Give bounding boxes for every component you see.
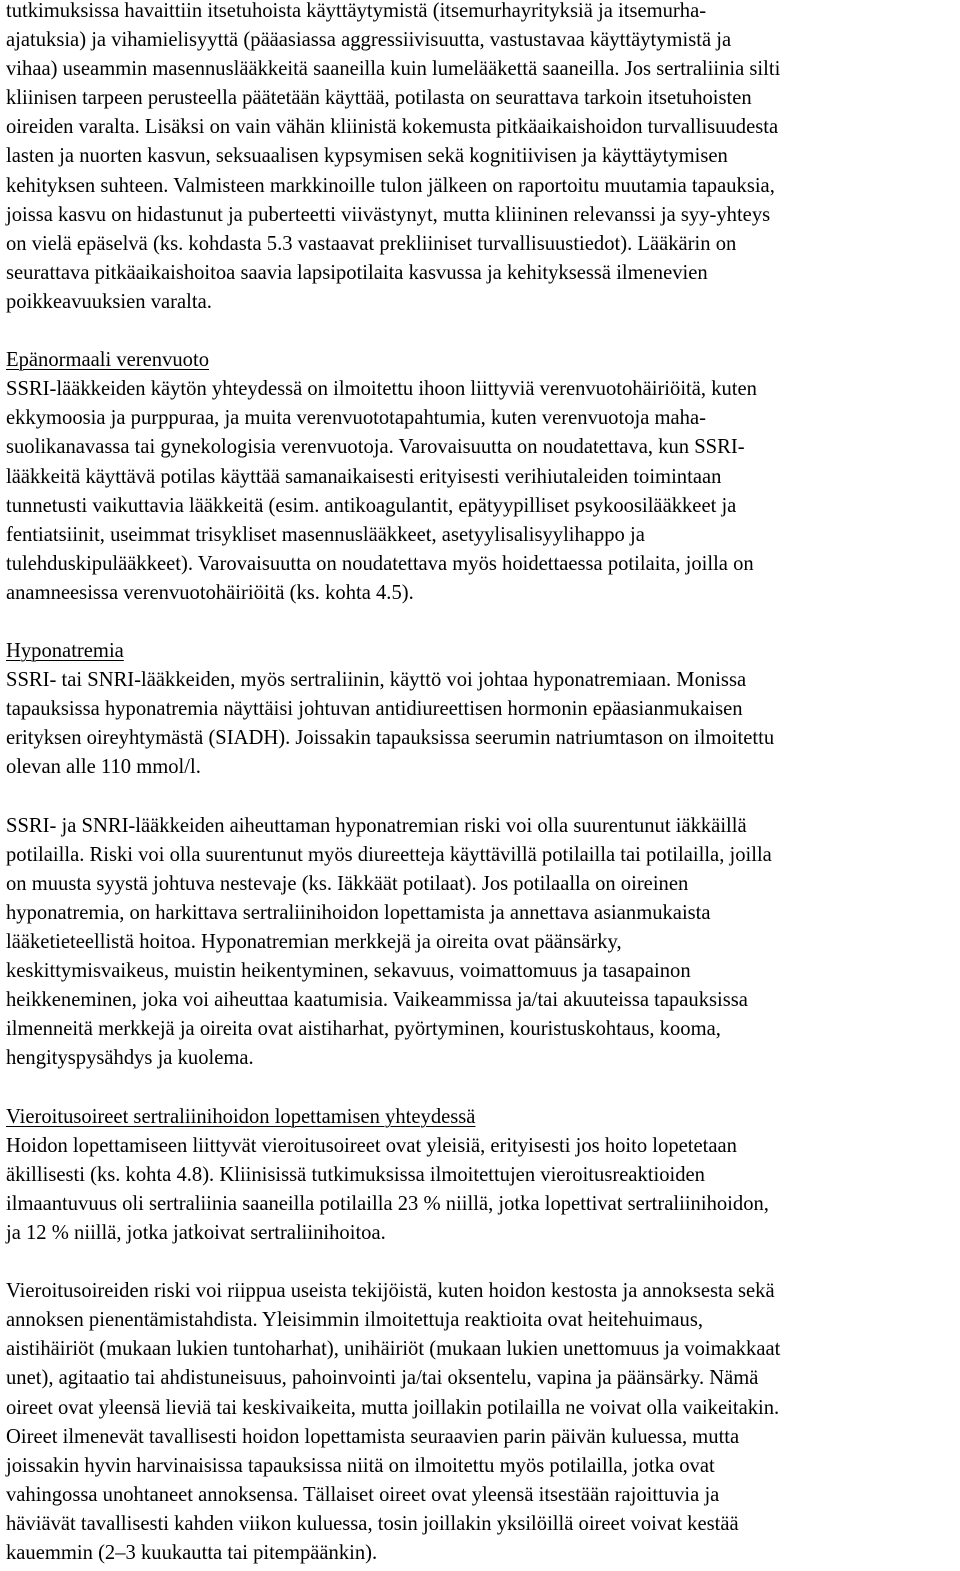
text-line: kauemmin (2–3 kuukautta tai pitempäänkin).	[6, 1541, 378, 1564]
text-line: lääkkeitä käyttävä potilas käyttää samanaikaisesti erityisesti verihiutaleiden toimintaan	[6, 465, 722, 488]
text-line: hengityspysähdys ja kuolema.	[6, 1047, 254, 1070]
text-line: erityksen oireyhtymästä (SIADH). Joissakin tapauksissa seerumin natriumtason on ilmoitettu	[6, 727, 775, 750]
text-line: seurattava pitkäaikaishoitoa saavia lapsipotilaita kasvussa ja kehityksessä ilmenevien	[6, 261, 708, 284]
text-line: tunnetusti vaikuttavia lääkkeitä (esim. antikoagulantit, epätyypilliset psykoosilääkkeet ja	[6, 494, 737, 517]
text-line: SSRI- tai SNRI-lääkkeiden, myös sertraliinin, käyttö voi johtaa hyponatremiaan. Monissa	[6, 669, 747, 692]
paragraph-gap	[6, 783, 956, 812]
heading-text: Hyponatremia	[6, 640, 124, 663]
text-line: Hoidon lopettamiseen liittyvät vieroitusoireet ovat yleisiä, erityisesti jos hoito lopetetaan	[6, 1134, 737, 1157]
document-page	[6, 0, 956, 1568]
text-line: ilmenneitä merkkejä ja oireita ovat aistiharhat, pyörtyminen, kouristuskohtaus, kooma,	[6, 1018, 721, 1041]
text-line: tulehduskipulääkkeet). Varovaisuutta on noudatettava myös hoidettaessa potilaita, joilla on	[6, 552, 754, 575]
text-line: on vielä epäselvä (ks. kohdasta 5.3 vastaavat prekliiniset turvallisuustiedot). Lääkärin on	[6, 232, 737, 255]
text-line: äkillisesti (ks. kohta 4.8). Kliinisissä tutkimuksissa ilmoitettujen vieroitusreaktioiden	[6, 1163, 705, 1186]
text-line: poikkeavuuksien varalta.	[6, 290, 212, 313]
text-line: anamneesissa verenvuotohäiriöitä (ks. kohta 4.5).	[6, 581, 414, 604]
text-line: suolikanavassa tai gynekologisia verenvuotoja. Varovaisuutta on noudatettava, kun SSRI-	[6, 436, 745, 459]
text-line: vihaa) useammin masennuslääkkeitä saaneilla kuin lumelääkettä saaneilla. Jos sertraliinia silti	[6, 58, 781, 81]
text-line: ekkymoosia ja purppuraa, ja muita verenvuototapahtumia, kuten verenvuotoja maha-	[6, 407, 706, 430]
text-line: olevan alle 110 mmol/l.	[6, 756, 201, 779]
heading-text: Vieroitusoireet sertraliinihoidon lopettamisen yhteydessä	[6, 1105, 476, 1128]
text-line: ja 12 % niillä, jotka jatkoivat sertraliinihoitoa.	[6, 1221, 386, 1244]
text-line: heikkeneminen, joka voi aiheuttaa kaatumisia. Vaikeammissa ja/tai akuuteissa tapauksissa	[6, 989, 748, 1012]
text-line: unet), agitaatio tai ahdistuneisuus, pahoinvointi ja/tai oksentelu, vapina ja päänsärky. Nämä	[6, 1367, 759, 1390]
text-line: SSRI-lääkkeiden käytön yhteydessä on ilmoitettu ihoon liittyviä verenvuotohäiriöitä, kuten	[6, 378, 757, 401]
section-heading-bleeding	[6, 346, 956, 375]
text-line: Vieroitusoireiden riski voi riippua useista tekijöistä, kuten hoidon kestosta ja annoksesta sekä	[6, 1280, 775, 1303]
section-heading-withdrawal	[6, 1103, 956, 1132]
text-line: tutkimuksissa havaittiin itsetuhoista käyttäytymistä (itsemurhayrityksiä ja itsemurha-	[6, 0, 707, 22]
text-line: joissakin hyvin harvinaisissa tapauksissa niitä on ilmoitettu myös potilailla, jotka ovat	[6, 1454, 715, 1477]
text-line: häviävät tavallisesti kahden viikon kuluessa, tosin joillakin yksilöillä oireet voivat kestää	[6, 1512, 739, 1535]
text-line: lääketieteellistä hoitoa. Hyponatremian merkkejä ja oireita ovat päänsärky,	[6, 931, 622, 953]
text-line: potilailla. Riski voi olla suurentunut myös diureetteja käyttävillä potilailla tai potilailla, joilla	[6, 843, 772, 866]
paragraph-gap	[6, 317, 956, 346]
section-bleeding	[6, 346, 956, 608]
section-heading-hyponatremia	[6, 637, 956, 666]
text-line: vahingossa unohtaneet annoksensa. Tällaiset oireet ovat yleensä itsestään rajoittuvia ja	[6, 1483, 720, 1506]
text-line: kehityksen suhteen. Valmisteen markkinoille tulon jälkeen on raportoitu muutamia tapauksia,	[6, 174, 775, 197]
intro-paragraph	[6, 0, 956, 317]
paragraph-gap	[6, 1073, 956, 1102]
text-line: annoksen pienentämistahdista. Yleisimmin ilmoitettuja reaktioita ovat heitehuimaus,	[6, 1309, 703, 1332]
text-line: kliinisen tarpeen perusteella päätetään käyttää, potilasta on seurattava tarkoin itsetuhoisten	[6, 87, 752, 110]
section-withdrawal	[6, 1103, 956, 1569]
text-line: ilmaantuvuus oli sertraliinia saaneilla potilailla 23 % niillä, jotka lopettivat sertraliinihoidon,	[6, 1192, 769, 1215]
heading-text: Epänormaali verenvuoto	[6, 349, 210, 372]
text-line: SSRI- ja SNRI-lääkkeiden aiheuttaman hyponatremian riski voi olla suurentunut iäkkäillä	[6, 814, 747, 837]
text-line: oireet ovat yleensä lieviä tai keskivaikeita, mutta joillakin potilailla ne voivat olla vaikeitakin.	[6, 1396, 780, 1419]
paragraph-gap	[6, 608, 956, 637]
text-line: ajatuksia) ja vihamielisyyttä (pääasiassa aggressiivisuutta, vastustavaa käyttäytymistä ja	[6, 29, 732, 52]
text-line: on muusta syystä johtuva nestevaje (ks. Iäkkäät potilaat). Jos potilaalla on oireinen	[6, 872, 689, 895]
text-line: Oireet ilmenevät tavallisesti hoidon lopettamista seuraavien parin päivän kuluessa, mutta	[6, 1425, 740, 1448]
text-line: fentiatsiinit, useimmat trisykliset masennuslääkkeet, asetyylisalisyylihappo ja	[6, 523, 645, 546]
text-line: tapauksissa hyponatremia näyttäisi johtuvan antidiureettisen hormonin epäasianmukaisen	[6, 698, 743, 721]
text-line: lasten ja nuorten kasvun, seksuaalisen kypsymisen sekä kognitiivisen ja käyttäytymisen	[6, 145, 728, 168]
section-hyponatremia	[6, 637, 956, 1073]
text-line: keskittymisvaikeus, muistin heikentyminen, sekavuus, voimattomuus ja tasapainon	[6, 960, 691, 983]
text-line: oireiden varalta. Lisäksi on vain vähän kliinistä kokemusta pitkäaikaishoidon turvallisuudesta	[6, 116, 779, 139]
text-line: aistihäiriöt (mukaan lukien tuntoharhat), unihäiriöt (mukaan lukien unettomuus ja voimakkaat	[6, 1338, 781, 1361]
paragraph-gap	[6, 1248, 956, 1277]
text-line: joissa kasvu on hidastunut ja puberteetti viivästynyt, mutta kliininen relevanssi ja syy-yhteys	[6, 203, 771, 226]
text-line: hyponatremia, on harkittava sertraliinihoidon lopettamista ja annettava asianmukaista	[6, 901, 711, 924]
